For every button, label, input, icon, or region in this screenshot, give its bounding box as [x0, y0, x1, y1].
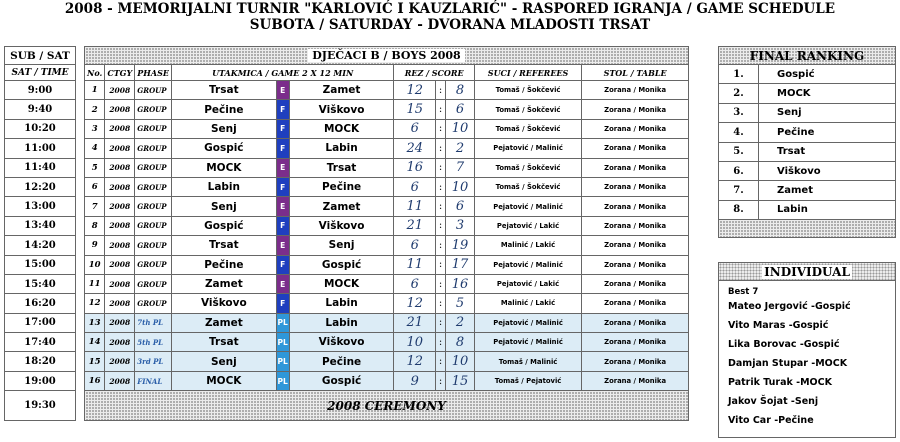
away-team: Viškovo — [289, 216, 394, 235]
away-score: 3 — [446, 216, 475, 235]
time-cell: 11:40 — [5, 158, 76, 177]
final-ranking-title: FINAL RANKING — [719, 47, 896, 65]
referees: Pejatović / Malinić — [474, 139, 581, 158]
away-score: 17 — [446, 255, 475, 274]
time-cell: 18:20 — [5, 352, 76, 371]
home-team: Zamet — [171, 274, 276, 293]
game-phase: GROUP — [135, 197, 172, 216]
away-score: 16 — [446, 274, 475, 293]
ranking-row — [719, 142, 896, 161]
game-row — [85, 100, 689, 119]
home-team: Viškovo — [171, 294, 276, 313]
referees: Tomaš / Šokčević — [474, 81, 581, 100]
group-badge: F — [276, 100, 289, 119]
away-team: Gospić — [289, 255, 394, 274]
home-team: Trsat — [171, 81, 276, 100]
time-header: SUB / SAT — [5, 47, 76, 65]
table-officials: Zorana / Monika — [582, 197, 689, 216]
col-score: REZ / SCORE — [394, 65, 474, 81]
game-row — [85, 81, 689, 100]
group-badge: F — [276, 177, 289, 196]
referees: Tomaš / Šokčević — [474, 177, 581, 196]
game-category: 2008 — [105, 158, 135, 177]
away-score: 10 — [446, 119, 475, 138]
time-cell: 15:00 — [5, 255, 76, 274]
home-score: 21 — [394, 216, 436, 235]
schedule-caption: DJEČACI B / BOYS 2008 — [85, 47, 689, 65]
away-team: Labin — [289, 139, 394, 158]
time-cell: 9:40 — [5, 100, 76, 119]
game-number: 13 — [85, 313, 105, 332]
best7-player: Vito Car -Pečine — [728, 415, 814, 426]
time-cell: 19:00 — [5, 371, 76, 390]
table-officials: Zorana / Monika — [582, 81, 689, 100]
ranking-row — [719, 123, 896, 142]
time-cell: 19:30 — [5, 391, 76, 421]
referees: Pejatović / Lakić — [474, 274, 581, 293]
ranking-position: 4. — [719, 123, 759, 142]
away-score: 19 — [446, 236, 475, 255]
away-score: 2 — [446, 139, 475, 158]
score-separator: : — [436, 216, 446, 235]
time-cell: 12:20 — [5, 177, 76, 196]
score-separator: : — [436, 119, 446, 138]
time-cell: 10:20 — [5, 119, 76, 138]
score-separator: : — [436, 177, 446, 196]
game-row — [85, 216, 689, 235]
table-officials: Zorana / Monika — [582, 255, 689, 274]
game-number: 12 — [85, 294, 105, 313]
game-category: 2008 — [105, 371, 135, 390]
table-officials: Zorana / Monika — [582, 177, 689, 196]
group-badge: E — [276, 197, 289, 216]
game-category: 2008 — [105, 352, 135, 371]
away-team: Trsat — [289, 158, 394, 177]
game-number: 9 — [85, 236, 105, 255]
game-row — [85, 119, 689, 138]
away-score: 10 — [446, 352, 475, 371]
col-game: UTAKMICA / GAME 2 X 12 MIN — [171, 65, 394, 81]
home-team: MOCK — [171, 158, 276, 177]
ranking-team: Senj — [759, 103, 896, 122]
game-number: 15 — [85, 352, 105, 371]
home-score: 12 — [394, 294, 436, 313]
table-officials: Zorana / Monika — [582, 371, 689, 390]
home-team: Senj — [171, 352, 276, 371]
game-phase: GROUP — [135, 216, 172, 235]
ranking-team: Trsat — [759, 142, 896, 161]
game-phase: FINAL — [135, 371, 172, 390]
best-label: Best 7 — [728, 287, 759, 297]
time-cell: 13:00 — [5, 197, 76, 216]
game-row — [85, 255, 689, 274]
ceremony-label: 2008 CEREMONY — [327, 398, 446, 413]
home-score: 24 — [394, 139, 436, 158]
ranking-team: Zamet — [759, 181, 896, 200]
game-row — [85, 139, 689, 158]
ranking-team: Pečine — [759, 123, 896, 142]
col-phase: PHASE — [135, 65, 172, 81]
game-category: 2008 — [105, 139, 135, 158]
page-subtitle: SUBOTA / SATURDAY - DVORANA MLADOSTI TRSAT — [249, 17, 651, 33]
game-row — [85, 333, 689, 352]
score-separator: : — [436, 100, 446, 119]
time-cell: 16:20 — [5, 294, 76, 313]
score-separator: : — [436, 236, 446, 255]
ranking-position: 3. — [719, 103, 759, 122]
home-score: 6 — [394, 119, 436, 138]
table-officials: Zorana / Monika — [582, 294, 689, 313]
table-officials: Zorana / Monika — [582, 333, 689, 352]
home-score: 21 — [394, 313, 436, 332]
game-phase: GROUP — [135, 81, 172, 100]
game-row — [85, 274, 689, 293]
referees: Pejatović / Malinić — [474, 333, 581, 352]
referees: Malinić / Lakić — [474, 236, 581, 255]
referees: Tomaš / Pejatović — [474, 371, 581, 390]
home-team: MOCK — [171, 371, 276, 390]
ceremony-cell — [85, 391, 689, 421]
home-score: 6 — [394, 177, 436, 196]
game-phase: GROUP — [135, 100, 172, 119]
home-team: Gospić — [171, 139, 276, 158]
game-phase: GROUP — [135, 294, 172, 313]
home-score: 16 — [394, 158, 436, 177]
group-badge: PL — [276, 313, 289, 332]
game-category: 2008 — [105, 197, 135, 216]
game-category: 2008 — [105, 119, 135, 138]
page-title: 2008 - MEMORIJALNI TURNIR "KARLOVIĆ I KAUZLARIĆ" - RASPORED IGRANJA / GAME SCHEDULE — [64, 1, 836, 17]
game-row — [85, 236, 689, 255]
home-team: Labin — [171, 177, 276, 196]
ranking-row — [719, 103, 896, 122]
game-category: 2008 — [105, 100, 135, 119]
game-number: 3 — [85, 119, 105, 138]
time-cell: 15:40 — [5, 274, 76, 293]
home-team: Pečine — [171, 255, 276, 274]
best7-player: Patrik Turak -MOCK — [728, 377, 832, 388]
group-badge: F — [276, 294, 289, 313]
individual-panel — [718, 262, 896, 438]
ranking-position: 8. — [719, 200, 759, 219]
group-badge: E — [276, 236, 289, 255]
away-team: Zamet — [289, 81, 394, 100]
table-officials: Zorana / Monika — [582, 216, 689, 235]
home-team: Senj — [171, 197, 276, 216]
home-score: 12 — [394, 352, 436, 371]
home-score: 11 — [394, 255, 436, 274]
group-badge: F — [276, 255, 289, 274]
referees: Tomaš / Šokčević — [474, 158, 581, 177]
score-separator: : — [436, 313, 446, 332]
group-badge: E — [276, 274, 289, 293]
game-phase: GROUP — [135, 158, 172, 177]
group-badge: PL — [276, 333, 289, 352]
away-score: 10 — [446, 177, 475, 196]
group-badge: F — [276, 216, 289, 235]
time-cell: 14:20 — [5, 236, 76, 255]
score-separator: : — [436, 274, 446, 293]
table-officials: Zorana / Monika — [582, 100, 689, 119]
score-separator: : — [436, 352, 446, 371]
game-phase: GROUP — [135, 274, 172, 293]
home-score: 15 — [394, 100, 436, 119]
group-badge: F — [276, 139, 289, 158]
referees: Tomaš / Malinić — [474, 352, 581, 371]
home-score: 10 — [394, 333, 436, 352]
table-officials: Zorana / Monika — [582, 236, 689, 255]
game-phase: GROUP — [135, 139, 172, 158]
ranking-team: MOCK — [759, 84, 896, 103]
away-team: Pečine — [289, 352, 394, 371]
time-subheader: SAT / TIME — [5, 65, 76, 81]
home-score: 6 — [394, 274, 436, 293]
game-phase: 7th PL — [135, 313, 172, 332]
home-score: 12 — [394, 81, 436, 100]
game-number: 16 — [85, 371, 105, 390]
away-team: Viškovo — [289, 333, 394, 352]
away-score: 6 — [446, 100, 475, 119]
game-number: 5 — [85, 158, 105, 177]
game-category: 2008 — [105, 177, 135, 196]
time-cell: 13:40 — [5, 216, 76, 235]
game-number: 4 — [85, 139, 105, 158]
game-category: 2008 — [105, 333, 135, 352]
individual-body — [719, 281, 895, 433]
col-table: STOL / TABLE — [582, 65, 689, 81]
away-score: 6 — [446, 197, 475, 216]
score-separator: : — [436, 294, 446, 313]
best7-player: Jakov Šojat -Senj — [728, 396, 819, 407]
game-row — [85, 294, 689, 313]
referees: Pejatović / Lakić — [474, 216, 581, 235]
table-officials: Zorana / Monika — [582, 158, 689, 177]
ranking-position: 7. — [719, 181, 759, 200]
game-phase: GROUP — [135, 177, 172, 196]
score-separator: : — [436, 81, 446, 100]
final-ranking-table — [718, 46, 896, 238]
game-category: 2008 — [105, 236, 135, 255]
home-score: 6 — [394, 236, 436, 255]
home-team: Trsat — [171, 236, 276, 255]
away-team: Pečine — [289, 177, 394, 196]
best7-player: Damjan Stupar -MOCK — [728, 358, 848, 369]
referees: Malinić / Lakić — [474, 294, 581, 313]
score-separator: : — [436, 255, 446, 274]
away-score: 8 — [446, 333, 475, 352]
referees: Tomaš / Šokčević — [474, 119, 581, 138]
best7-player: Vito Maras -Gospić — [728, 320, 829, 331]
game-category: 2008 — [105, 255, 135, 274]
ranking-position: 6. — [719, 161, 759, 180]
best7-player: Mateo Jergović -Gospić — [728, 301, 851, 312]
game-phase: 3rd PL — [135, 352, 172, 371]
game-category: 2008 — [105, 216, 135, 235]
away-team: Labin — [289, 294, 394, 313]
home-score: 9 — [394, 371, 436, 390]
table-officials: Zorana / Monika — [582, 119, 689, 138]
game-row — [85, 177, 689, 196]
group-badge: F — [276, 119, 289, 138]
col-ctgy: CTGY — [105, 65, 135, 81]
time-cell: 11:00 — [5, 139, 76, 158]
group-badge: E — [276, 158, 289, 177]
schedule-header-row — [85, 65, 689, 81]
game-number: 10 — [85, 255, 105, 274]
table-officials: Zorana / Monika — [582, 352, 689, 371]
ranking-row — [719, 200, 896, 219]
score-separator: : — [436, 158, 446, 177]
game-number: 7 — [85, 197, 105, 216]
away-score: 2 — [446, 313, 475, 332]
game-row — [85, 352, 689, 371]
game-row — [85, 197, 689, 216]
game-category: 2008 — [105, 81, 135, 100]
game-row — [85, 158, 689, 177]
game-category: 2008 — [105, 274, 135, 293]
col-referees: SUCI / REFEREES — [474, 65, 581, 81]
ranking-row — [719, 161, 896, 180]
game-number: 2 — [85, 100, 105, 119]
away-team: Gospić — [289, 371, 394, 390]
time-cell: 17:00 — [5, 313, 76, 332]
home-team: Senj — [171, 119, 276, 138]
away-score: 8 — [446, 81, 475, 100]
ranking-position: 2. — [719, 84, 759, 103]
game-phase: GROUP — [135, 119, 172, 138]
group-badge: PL — [276, 352, 289, 371]
away-score: 5 — [446, 294, 475, 313]
referees: Tomaš / Šokčević — [474, 100, 581, 119]
referees: Pejatović / Malinić — [474, 197, 581, 216]
game-phase: 5th PL — [135, 333, 172, 352]
away-score: 15 — [446, 371, 475, 390]
game-number: 1 — [85, 81, 105, 100]
away-team: MOCK — [289, 274, 394, 293]
score-separator: : — [436, 197, 446, 216]
ranking-team: Gospić — [759, 65, 896, 84]
game-number: 8 — [85, 216, 105, 235]
table-officials: Zorana / Monika — [582, 313, 689, 332]
away-team: Labin — [289, 313, 394, 332]
ranking-team: Viškovo — [759, 161, 896, 180]
game-row — [85, 371, 689, 390]
away-team: Zamet — [289, 197, 394, 216]
best7-player: Lika Borovac -Gospić — [728, 339, 840, 350]
score-separator: : — [436, 371, 446, 390]
time-cell: 17:40 — [5, 333, 76, 352]
referees: Pejatović / Malinić — [474, 255, 581, 274]
ranking-position: 5. — [719, 142, 759, 161]
game-number: 11 — [85, 274, 105, 293]
ranking-footer — [719, 220, 896, 238]
referees: Pejatović / Malinić — [474, 313, 581, 332]
home-team: Trsat — [171, 333, 276, 352]
time-column — [4, 46, 76, 421]
col-no: No. — [85, 65, 105, 81]
ranking-position: 1. — [719, 65, 759, 84]
away-team: Senj — [289, 236, 394, 255]
individual-title: INDIVIDUAL — [719, 263, 895, 281]
ranking-row — [719, 84, 896, 103]
group-badge: E — [276, 81, 289, 100]
schedule-table — [84, 46, 689, 421]
game-row — [85, 313, 689, 332]
home-team: Pečine — [171, 100, 276, 119]
home-team: Gospić — [171, 216, 276, 235]
game-phase: GROUP — [135, 236, 172, 255]
table-officials: Zorana / Monika — [582, 139, 689, 158]
group-badge: PL — [276, 371, 289, 390]
ranking-row — [719, 181, 896, 200]
ranking-team: Labin — [759, 200, 896, 219]
game-number: 6 — [85, 177, 105, 196]
game-category: 2008 — [105, 313, 135, 332]
score-separator: : — [436, 139, 446, 158]
ranking-row — [719, 65, 896, 84]
game-phase: GROUP — [135, 255, 172, 274]
away-score: 7 — [446, 158, 475, 177]
score-separator: : — [436, 333, 446, 352]
game-number: 14 — [85, 333, 105, 352]
game-category: 2008 — [105, 294, 135, 313]
time-cell: 9:00 — [5, 81, 76, 100]
home-score: 11 — [394, 197, 436, 216]
away-team: MOCK — [289, 119, 394, 138]
away-team: Viškovo — [289, 100, 394, 119]
home-team: Zamet — [171, 313, 276, 332]
table-officials: Zorana / Monika — [582, 274, 689, 293]
